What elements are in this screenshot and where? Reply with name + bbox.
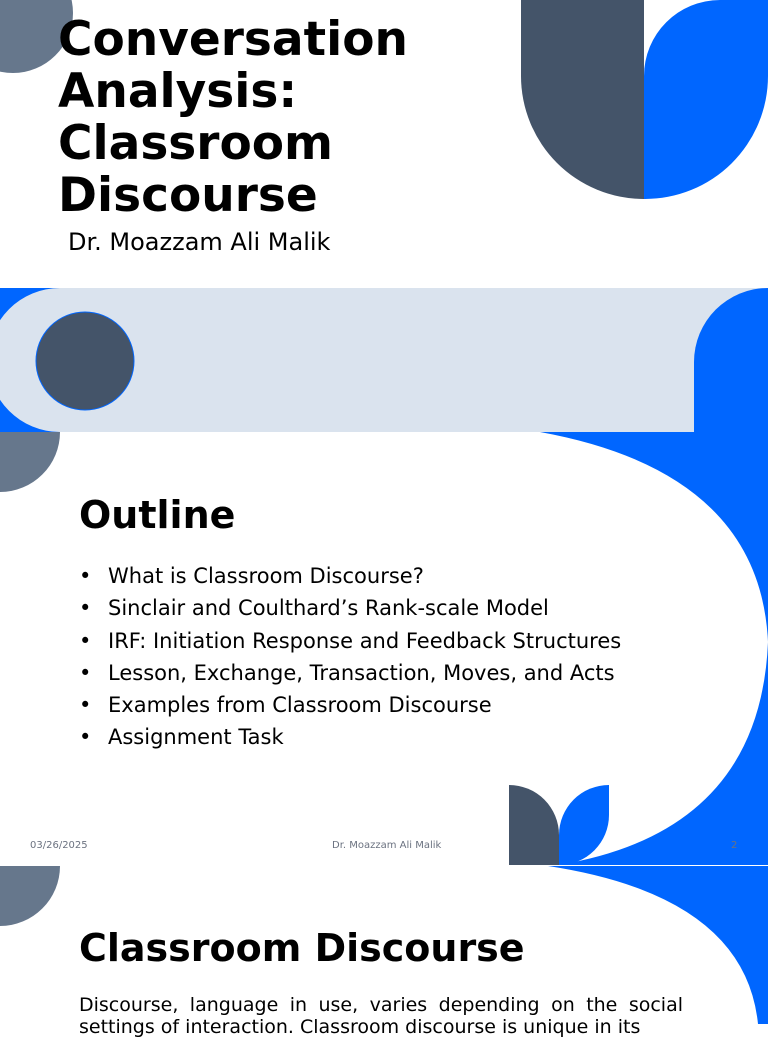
blue-small-leaf: [559, 785, 609, 865]
footer-date: 03/26/2025: [30, 840, 88, 851]
outline-title: Outline: [79, 493, 236, 537]
navy-small-leaf: [509, 785, 559, 865]
navy-circle: [36, 312, 134, 410]
blue-right-shape: [694, 288, 768, 432]
footer-author: Dr. Moazzam Ali Malik: [332, 840, 442, 851]
outline-item: • Assignment Task: [79, 721, 621, 753]
outline-list: [79, 560, 621, 754]
blue-leaf-shape: [644, 0, 768, 199]
presentation-author: Dr. Moazzam Ali Malik: [68, 228, 331, 256]
decorative-slide: [0, 288, 768, 432]
presentation-title: Conversation Analysis: Classroom Discourse: [58, 12, 408, 223]
outline-item: • What is Classroom Discourse?: [79, 560, 621, 592]
outline-item: • Lesson, Exchange, Transaction, Moves, and Acts: [79, 657, 621, 689]
outline-item: • IRF: Initiation Response and Feedback Structures: [79, 625, 621, 657]
corner-quarter-circle: [0, 432, 60, 492]
classroom-discourse-title: Classroom Discourse: [79, 926, 525, 970]
decorative-slide-graphic: [0, 288, 768, 432]
navy-leaf-shape: [521, 0, 644, 199]
outline-item: • Sinclair and Coulthard’s Rank-scale Model: [79, 592, 621, 624]
classroom-discourse-body: Discourse, language in use, varies depending on the social settings of interaction. Classroom discourse is unique in its: [79, 994, 683, 1038]
corner-quarter-circle: [0, 866, 60, 926]
outline-item: • Examples from Classroom Discourse: [79, 689, 621, 721]
title-slide: [0, 0, 768, 288]
page-number: 2: [731, 840, 738, 851]
